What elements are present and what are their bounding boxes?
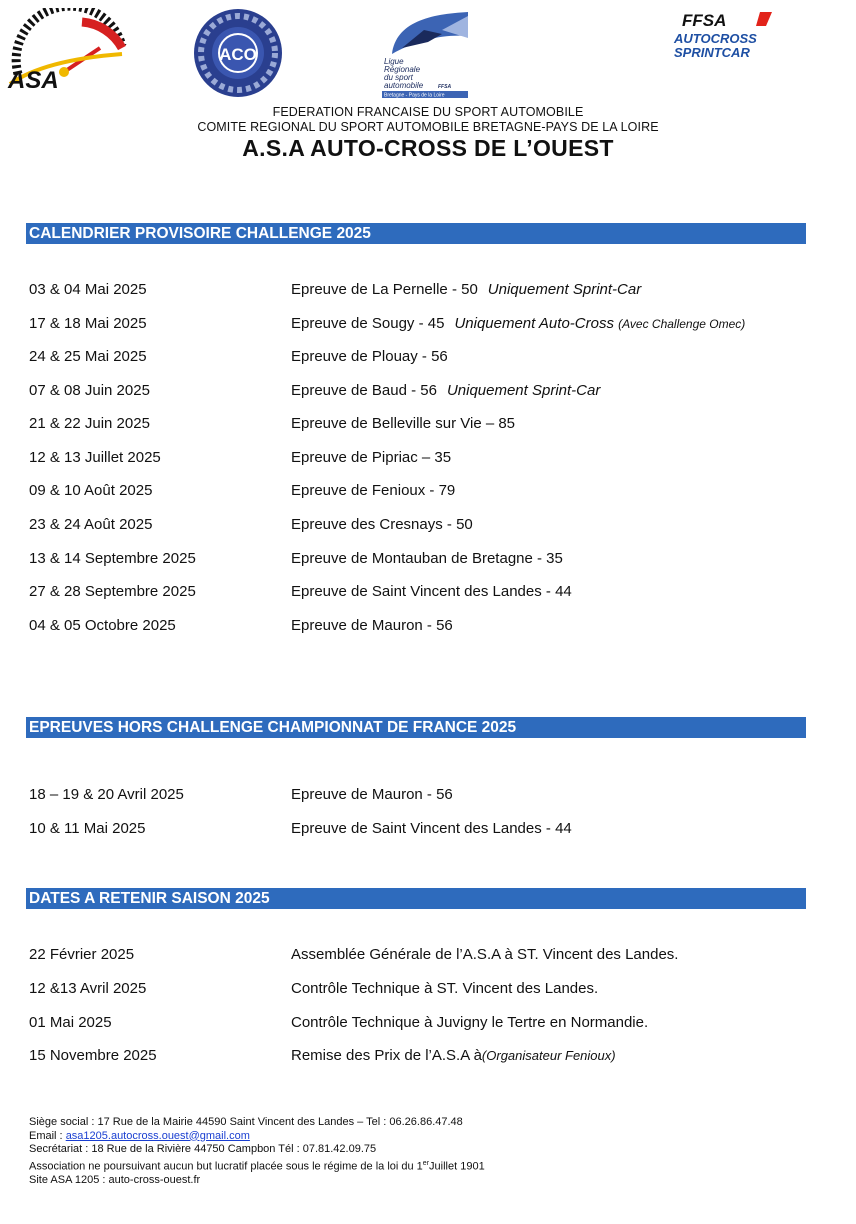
event-date: 24 & 25 Mai 2025 <box>29 348 147 365</box>
footer-siege: Siège social : 17 Rue de la Mairie 44590 Saint Vincent des Landes – Tel : 06.26.86.47.48 <box>29 1116 463 1128</box>
event-date: 18 – 19 & 20 Avril 2025 <box>29 786 184 803</box>
section-title-hors-challenge: EPREUVES HORS CHALLENGE CHAMPIONNAT DE FRANCE 2025 <box>26 717 806 738</box>
asa-speedometer-logo-icon <box>4 8 128 94</box>
event-name: Remise des Prix de l’A.S.A à <box>291 1047 482 1064</box>
event-date: 04 & 05 Octobre 2025 <box>29 617 176 634</box>
event-name: Assemblée Générale de l’A.S.A à ST. Vincent des Landes. <box>291 946 679 963</box>
event-note: Uniquement Auto-Cross <box>454 315 614 332</box>
footer-association-sup: er <box>422 1159 430 1167</box>
ffsa-logo-line1: AUTOCROSS <box>674 31 757 46</box>
event-name: Epreuve de Montauban de Bretagne - 35 <box>291 550 563 567</box>
event-date: 15 Novembre 2025 <box>29 1047 157 1064</box>
event-name: Epreuve de Pipriac – 35 <box>291 449 452 466</box>
ligue-line-1: Ligue <box>384 57 404 66</box>
list-item <box>0 944 856 966</box>
event-note: Uniquement Sprint-Car <box>487 281 642 298</box>
list-item <box>0 313 856 335</box>
event-name: Epreuve de Sougy - 45 <box>291 315 445 332</box>
ligue-line-2: Régionale <box>384 65 421 74</box>
page-title: A.S.A AUTO-CROSS DE L’OUEST <box>242 135 614 161</box>
event-name: Epreuve de La Pernelle - 50 <box>291 281 478 298</box>
ffsa-logo-title: FFSA <box>682 11 727 30</box>
event-subnote: (Organisateur Fenioux) <box>481 1048 616 1063</box>
email-link[interactable]: asa1205.autocross.ouest@gmail.com <box>65 1129 250 1142</box>
federation-name: FEDERATION FRANCAISE DU SPORT AUTOMOBILE <box>272 105 584 119</box>
event-note: Uniquement Sprint-Car <box>446 382 601 399</box>
event-date: 09 & 10 Août 2025 <box>29 482 153 499</box>
list-item <box>0 581 856 603</box>
list-item <box>0 380 856 402</box>
footer-association-date: Juillet 1901 <box>429 1160 485 1173</box>
event-date: 12 & 13 Juillet 2025 <box>29 449 161 466</box>
list-item <box>0 514 856 536</box>
event-name: Epreuve de Fenioux - 79 <box>291 482 456 499</box>
footer-site: Site ASA 1205 : auto-cross-ouest.fr <box>29 1173 201 1186</box>
ligue-line-4: automobile <box>384 81 424 90</box>
event-date: 10 & 11 Mai 2025 <box>29 820 146 837</box>
event-date: 12 &13 Avril 2025 <box>29 980 147 997</box>
footer-association <box>29 1157 485 1174</box>
event-name: Epreuve de Plouay - 56 <box>291 348 448 365</box>
event-name: Epreuve de Belleville sur Vie – 85 <box>291 415 516 432</box>
event-date: 01 Mai 2025 <box>29 1014 112 1031</box>
event-date: 07 & 08 Juin 2025 <box>29 382 150 399</box>
aco-logo-text: ACO <box>219 45 257 64</box>
footer-secretariat: Secrétariat : 18 Rue de la Rivière 44750 Campbon Tél : 07.81.42.09.75 <box>29 1143 377 1155</box>
event-name: Epreuve des Cresnays - 50 <box>291 516 473 533</box>
ligue-line-6: Bretagne - Pays de la Loire <box>384 92 445 99</box>
ligue-line-3: du sport <box>384 73 413 82</box>
list-item <box>0 818 856 840</box>
event-date: 22 Février 2025 <box>29 946 135 963</box>
svg-text:Ligue Régionale du <box>384 51 451 92</box>
event-name: Epreuve de Baud - 56 <box>291 382 437 399</box>
event-name: Epreuve de Mauron - 56 <box>291 617 453 634</box>
footer-email-line <box>29 1130 485 1144</box>
list-item <box>0 784 856 806</box>
event-name: Contrôle Technique à Juvigny le Tertre en Normandie. <box>291 1014 649 1031</box>
event-date: 27 & 28 Septembre 2025 <box>29 583 196 600</box>
list-item <box>0 548 856 570</box>
section-title-calendrier: CALENDRIER PROVISOIRE CHALLENGE 2025 <box>26 223 806 244</box>
logo-bar <box>0 0 856 105</box>
event-date: 23 & 24 Août 2025 <box>29 516 153 533</box>
list-item <box>0 413 856 435</box>
list-item <box>0 346 856 368</box>
ligue-line-5: FFSA <box>438 84 452 90</box>
footer-association-text: Association ne poursuivant aucun but lucratif placée sous le régime de la loi du 1 <box>29 1160 423 1173</box>
section-title-dates-a-retenir: DATES A RETENIR SAISON 2025 <box>26 888 806 909</box>
event-subnote: (Avec Challenge Omec) <box>618 317 746 331</box>
list-item <box>0 1012 856 1034</box>
event-date: 03 & 04 Mai 2025 <box>29 281 147 298</box>
comite-name: COMITE REGIONAL DU SPORT AUTOMOBILE BRETAGNE-PAYS DE LA LOIRE <box>197 120 659 134</box>
ffsa-logo-line2: SPRINTCAR <box>674 45 750 60</box>
event-date: 17 & 18 Mai 2025 <box>29 315 147 332</box>
event-name: Contrôle Technique à ST. Vincent des Landes. <box>291 980 599 997</box>
asa-logo-text: ASA <box>8 67 59 94</box>
ligue-regionale-logo-icon <box>372 8 476 100</box>
event-name: Epreuve de Saint Vincent des Landes - 44 <box>291 583 572 600</box>
list-item <box>0 978 856 1000</box>
event-date: 21 & 22 Juin 2025 <box>29 415 150 432</box>
event-name: Epreuve de Saint Vincent des Landes - 44 <box>291 820 572 837</box>
list-item <box>0 1045 856 1067</box>
list-item <box>0 447 856 469</box>
ffsa-autocross-sprintcar-logo-icon <box>668 10 780 62</box>
aco-gear-logo-icon <box>192 4 284 102</box>
footer <box>29 1116 485 1187</box>
event-name: Epreuve de Mauron - 56 <box>291 786 453 803</box>
list-item <box>0 279 856 301</box>
footer-email-label: Email : <box>29 1129 66 1142</box>
event-date: 13 & 14 Septembre 2025 <box>29 550 196 567</box>
list-item <box>0 615 856 637</box>
list-item <box>0 480 856 502</box>
